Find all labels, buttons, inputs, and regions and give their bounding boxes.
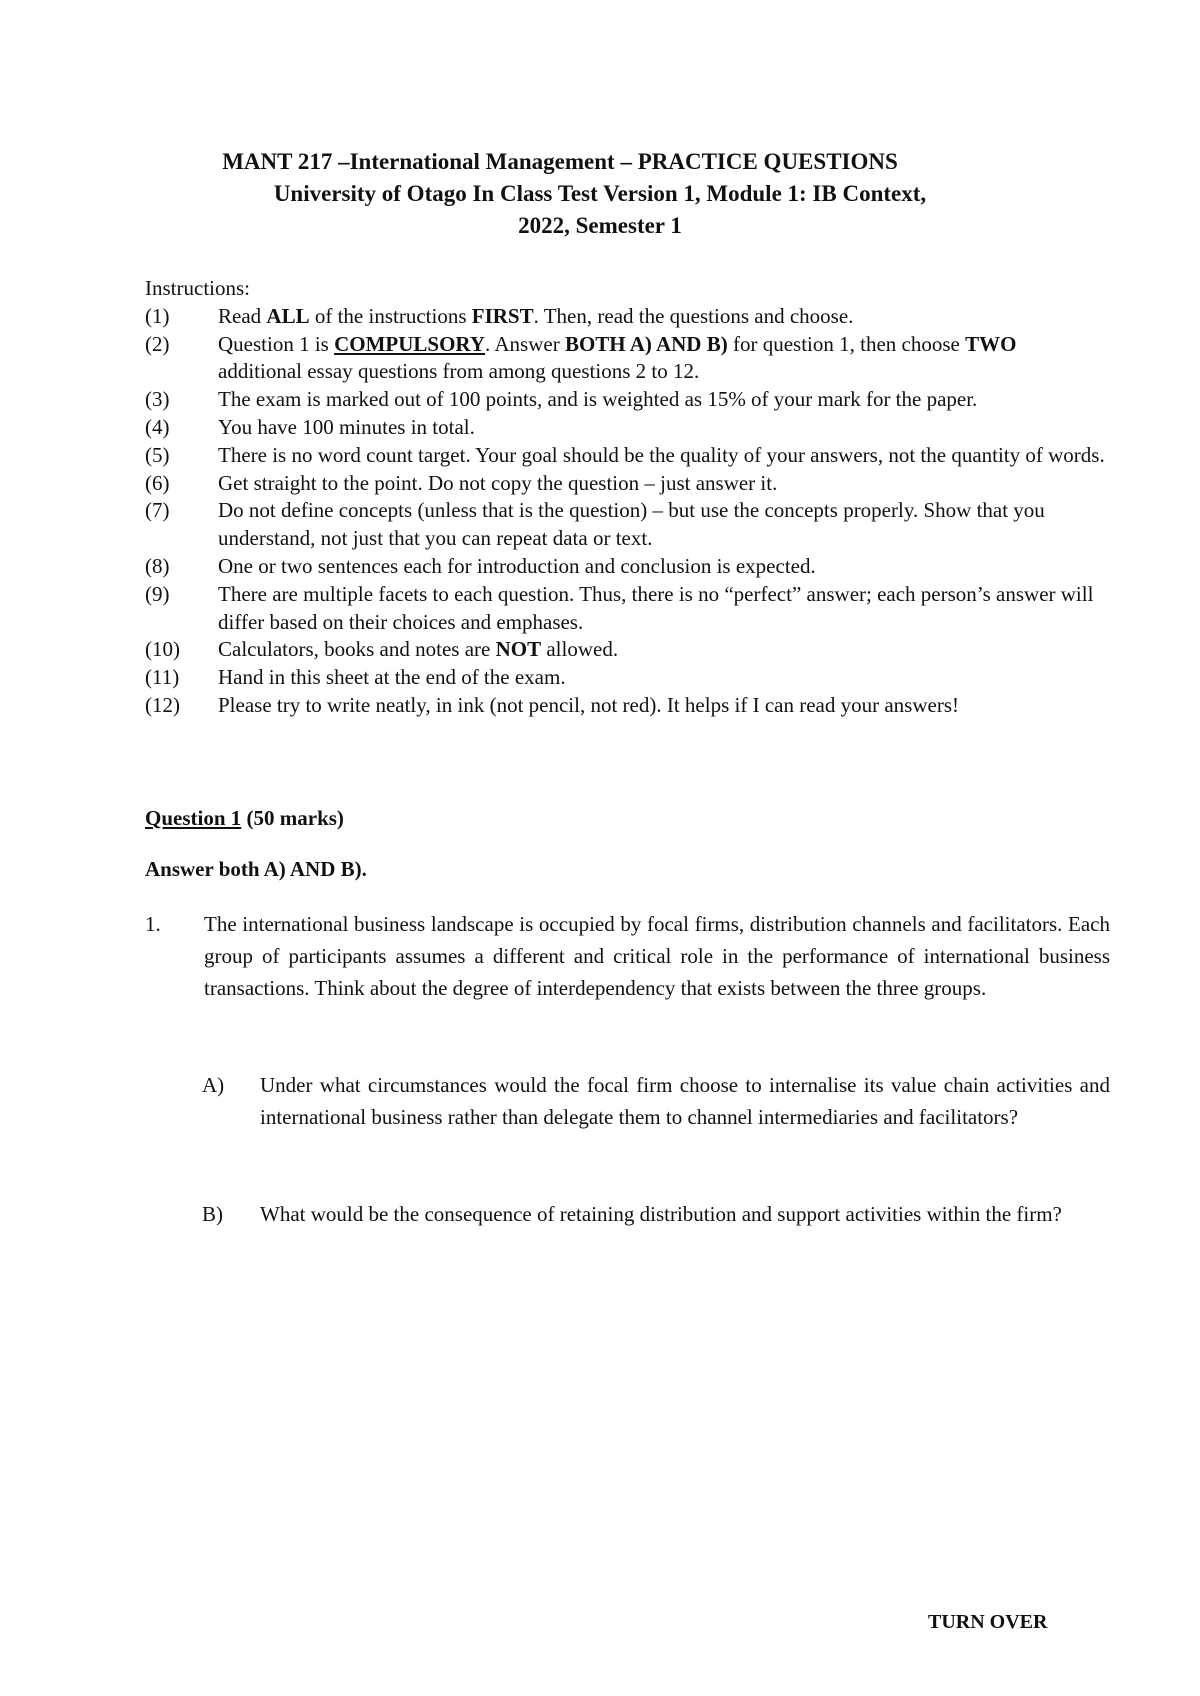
- instruction-text-part: The exam is marked out of 100 points, and is weighted as 15% of your mark for the paper.: [218, 387, 978, 412]
- instruction-number: (4): [145, 414, 170, 439]
- instruction-number: (8): [145, 553, 170, 578]
- instruction-text: [218, 303, 1105, 331]
- instruction-text-part: for question 1, then choose: [727, 331, 966, 356]
- question-1-number: 1.: [145, 912, 161, 936]
- instruction-text: [218, 331, 1105, 387]
- instruction-number: (2): [145, 331, 170, 356]
- question-1-instruction: Answer both A) AND B).: [145, 857, 367, 881]
- instruction-number: (7): [145, 498, 170, 523]
- instruction-text-part: Calculators, books and notes are: [218, 637, 496, 662]
- instruction-number: (11): [145, 665, 180, 690]
- instruction-text-part: You have 100 minutes in total.: [218, 414, 475, 439]
- instruction-text-part: ALL: [266, 303, 310, 328]
- instruction-text-part: TWO: [965, 331, 1017, 356]
- part-a-text: Under what circumstances would the focal firm choose to internalise its value chain activities and international business rather than delegate them to channel intermediaries and facilitators?: [260, 1073, 1110, 1129]
- instruction-text-part: Do not define concepts (unless that is the question) – but use the concepts properly. Show that you understand, not just that you can repeat data or text.: [218, 498, 1045, 551]
- instruction-item: [145, 414, 1105, 442]
- instruction-item: [145, 553, 1105, 581]
- instruction-text: [218, 553, 1105, 581]
- instruction-text: [218, 664, 1105, 692]
- instruction-text: [218, 636, 1105, 664]
- instruction-text-part: Hand in this sheet at the end of the exam.: [218, 665, 566, 690]
- question-1-body: [145, 908, 1110, 1004]
- instruction-text-part: Please try to write neatly, in ink (not pencil, not red). It helps if I can read your answers!: [218, 692, 959, 717]
- instruction-item: [145, 497, 1105, 553]
- instruction-item: [145, 303, 1105, 331]
- instruction-item: [145, 692, 1105, 720]
- instruction-text-part: . Answer: [485, 331, 565, 356]
- turn-over-note: TURN OVER: [928, 1611, 1048, 1633]
- instruction-text-part: . Then, read the questions and choose.: [533, 303, 854, 328]
- instruction-text-part: NOT: [495, 637, 542, 662]
- question-1-marks: (50 marks): [241, 806, 344, 830]
- instruction-text-part: Question 1 is: [218, 331, 335, 356]
- title-line-2: University of Otago In Class Test Version 1, Module 1: IB Context,: [273, 181, 927, 206]
- instruction-text-part: additional essay questions from among questions 2 to 12.: [218, 359, 700, 384]
- instructions-list: [145, 303, 1105, 720]
- instruction-text-part: BOTH A) AND B): [564, 331, 728, 356]
- instruction-text-part: FIRST: [471, 303, 534, 328]
- instruction-text-part: Get straight to the point. Do not copy the question – just answer it.: [218, 470, 778, 495]
- question-1-heading: [145, 806, 344, 831]
- instruction-text: [218, 442, 1105, 470]
- instruction-text: [218, 497, 1105, 553]
- instruction-number: (10): [145, 637, 180, 662]
- instruction-text-part: One or two sentences each for introduction and conclusion is expected.: [218, 553, 816, 578]
- instruction-text-part: of the instructions: [309, 303, 472, 328]
- part-b-text: What would be the consequence of retaining distribution and support activities within the firm?: [260, 1202, 1062, 1226]
- instruction-number: (9): [145, 581, 170, 606]
- instruction-item: [145, 470, 1105, 498]
- question-1-text: The international business landscape is occupied by focal firms, distribution channels and facilitators. Each group of participants assumes a different and critical role in the performance of international business transactions. Think about the degree of interdependency that exists between the three groups.: [204, 912, 1110, 1000]
- part-b-label: B): [202, 1202, 223, 1226]
- instruction-number: (1): [145, 303, 170, 328]
- instruction-item: [145, 442, 1105, 470]
- instruction-number: (12): [145, 692, 180, 717]
- title-line-3: 2022, Semester 1: [518, 213, 682, 238]
- instruction-text: [218, 414, 1105, 442]
- instruction-number: (5): [145, 442, 170, 467]
- question-1-label: Question 1: [145, 806, 242, 830]
- instruction-text-part: There is no word count target. Your goal should be the quality of your answers, not the quantity of words.: [218, 442, 1105, 467]
- instruction-number: (6): [145, 470, 170, 495]
- instruction-text-part: There are multiple facets to each question. Thus, there is no “perfect” answer; each person’s answer will differ based on their choices and emphases.: [218, 581, 1094, 634]
- instructions-heading: Instructions:: [145, 276, 250, 300]
- instruction-item: [145, 331, 1105, 387]
- instruction-item: [145, 581, 1105, 637]
- instruction-text-part: COMPULSORY: [334, 331, 486, 356]
- instruction-item: [145, 664, 1105, 692]
- instruction-item: [145, 386, 1105, 414]
- question-1-part-a: [202, 1069, 1110, 1133]
- question-1-part-b: [202, 1198, 1110, 1230]
- instruction-text-part: allowed.: [541, 637, 619, 662]
- instruction-text: [218, 581, 1105, 637]
- instruction-text: [218, 692, 1105, 720]
- exam-title: [150, 146, 1050, 242]
- instruction-text-part: Read: [218, 303, 267, 328]
- instruction-text: [218, 470, 1105, 498]
- instructions-section: [145, 275, 1105, 720]
- instruction-number: (3): [145, 387, 170, 412]
- instruction-item: [145, 636, 1105, 664]
- title-line-1: MANT 217 –International Management – PRACTICE QUESTIONS: [222, 149, 898, 174]
- part-a-label: A): [202, 1073, 225, 1097]
- instruction-text: [218, 386, 1105, 414]
